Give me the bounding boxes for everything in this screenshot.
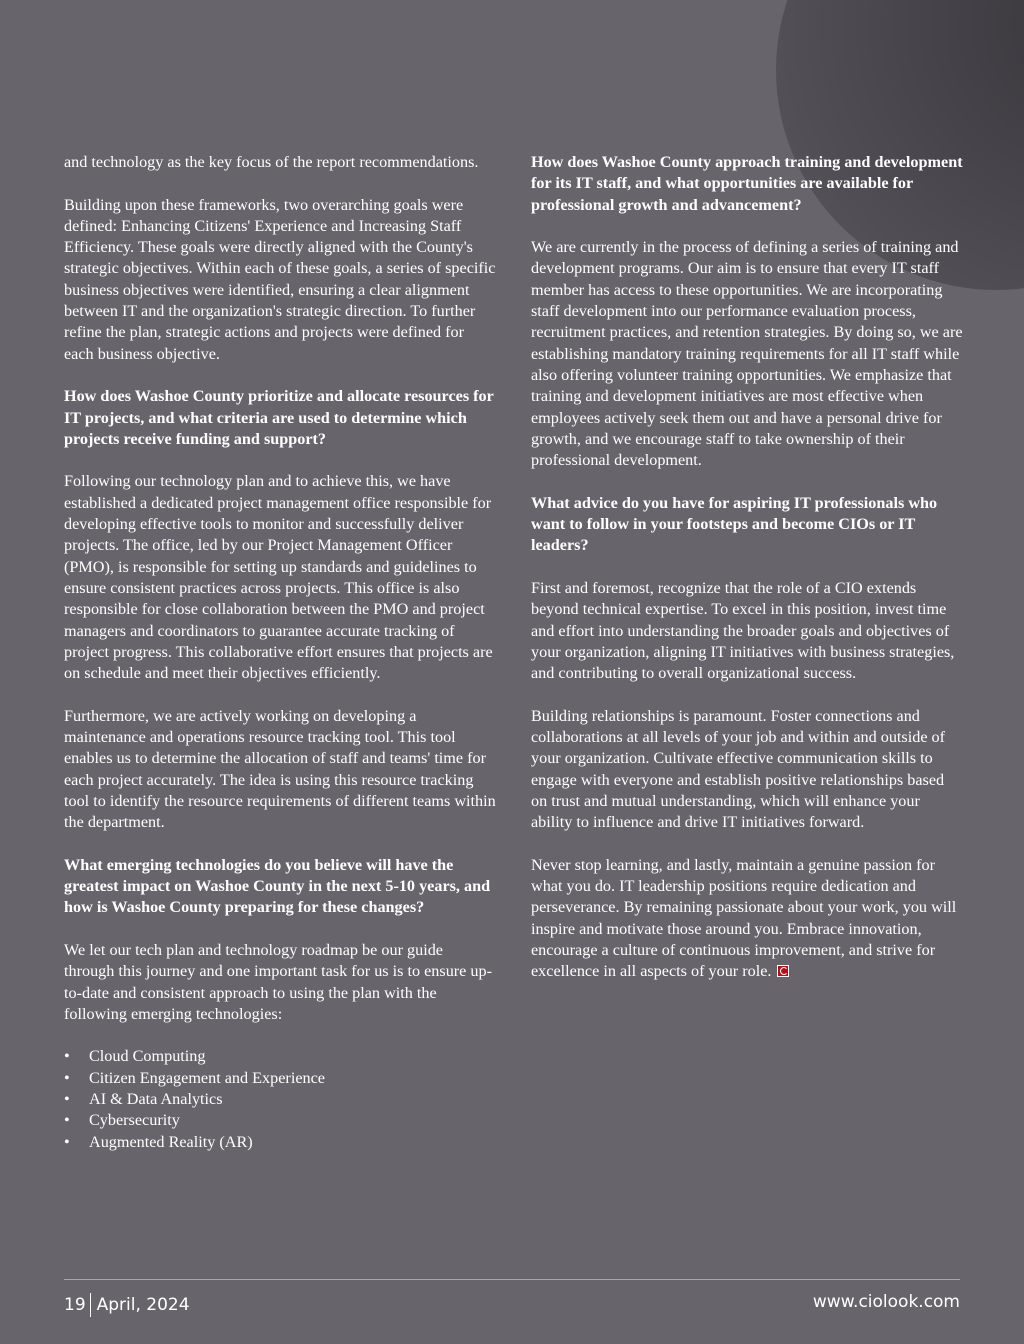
paragraph: Furthermore, we are actively working on developing a maintenance and operations resource tracking tool. This tool enables us to determine the allocation of staff and teams' time for each project accurately. The idea is using this resource tracking tool to identify the resource requirements of different teams within the department. bbox=[64, 706, 496, 832]
interview-question: How does Washoe County prioritize and allocate resources for IT projects, and what criteria are used to determine which projects receive funding and support? bbox=[64, 387, 494, 448]
final-paragraph bbox=[531, 855, 963, 983]
list-item: • Cloud Computing bbox=[64, 1046, 496, 1067]
interview-question: What emerging technologies do you believe will have the greatest impact on Washoe County in the next 5-10 years, and how is Washoe County preparing for these changes? bbox=[64, 855, 491, 917]
paragraph-text: Never stop learning, and lastly, maintain a genuine passion for what you do. IT leadership positions require dedication and perseverance. By remaining passionate about your work, you will inspire and motivate those around you. Embrace innovation, encourage a culture of continuous improvement, and strive for excellence in all aspects of your role. bbox=[531, 855, 957, 981]
footer-page-info bbox=[64, 1292, 190, 1318]
list-item: • AI & Data Analytics bbox=[64, 1089, 496, 1110]
ciolook-end-mark-icon bbox=[777, 965, 789, 977]
page-number: 19 bbox=[64, 1295, 86, 1315]
paragraph: First and foremost, recognize that the role of a CIO extends beyond technical expertise. To excel in this position, invest time and effort into understanding the broader goals and objectives of your organization, aligning IT initiatives with business strategies, and contributing to overall organizational success. bbox=[531, 578, 955, 683]
paragraph: We are currently in the process of defining a series of training and development programs. Our aim is to ensure that every IT staff member has access to these opportunities. We are incorporating staff development into our performance evaluation process, recruitment practices, and retention strategies. By doing so, we are establishing mandatory training requirements for all IT staff while also offering volunteer training opportunities. We emphasize that training and development initiatives are most effective when employees actively seek them out and have a personal drive for growth, and we encourage staff to take ownership of their professional development. bbox=[531, 238, 963, 470]
issue-date: April, 2024 bbox=[96, 1295, 190, 1315]
technology-list bbox=[64, 1046, 496, 1152]
interview-question: How does Washoe County approach training and development for its IT staff, and what opportunities are available for professional growth and advancement? bbox=[531, 153, 963, 214]
footer-divider bbox=[64, 1279, 960, 1280]
paragraph: Building upon these frameworks, two overarching goals were defined: Enhancing Citizens' Experience and Increasing Staff Efficiency. These goals were directly aligned with the County's strategic objectives. Within each of these goals, a series of specific business objectives were identified, ensuring a clear alignment between IT and the organization's strategic direction. To further refine the plan, strategic actions and projects were defined for each business objective. bbox=[64, 195, 496, 363]
paragraph: Building relationships is paramount. Foster connections and collaborations at all levels of your job and within and outside of your organization. Cultivate effective communication skills to engage with everyone and establish positive relationships based on trust and mutual understanding, which will enhance your ability to influence and drive IT initiatives forward. bbox=[531, 706, 946, 832]
interview-question: What advice do you have for aspiring IT professionals who want to follow in your footsteps and become CIOs or IT leaders? bbox=[531, 493, 938, 555]
list-item: • Citizen Engagement and Experience bbox=[64, 1068, 496, 1089]
right-column bbox=[531, 152, 963, 1004]
paragraph: and technology as the key focus of the report recommendations. bbox=[64, 153, 479, 171]
footer-separator bbox=[90, 1293, 91, 1317]
list-item: • Cybersecurity bbox=[64, 1110, 496, 1131]
paragraph: Following our technology plan and to achieve this, we have established a dedicated project management office responsible for developing effective tools to monitor and successfully deliver projects. The office, led by our Project Management Officer (PMO), is responsible for setting up standards and guidelines to ensure consistent practices across projects. This office is also responsible for close collaboration between the PMO and project managers and coordinators to guarantee accurate tracking of project progress. This collaborative effort ensures that projects are on schedule and meet their objectives efficiently. bbox=[64, 472, 493, 683]
footer-website[interactable]: www.ciolook.com bbox=[812, 1292, 960, 1312]
list-item: • Augmented Reality (AR) bbox=[64, 1132, 496, 1153]
left-column bbox=[64, 152, 496, 1153]
paragraph: We let our tech plan and technology roadmap be our guide through this journey and one important task for us is to ensure up-to-date and consistent approach to using the plan with the following emerging technologies: bbox=[64, 940, 492, 1023]
